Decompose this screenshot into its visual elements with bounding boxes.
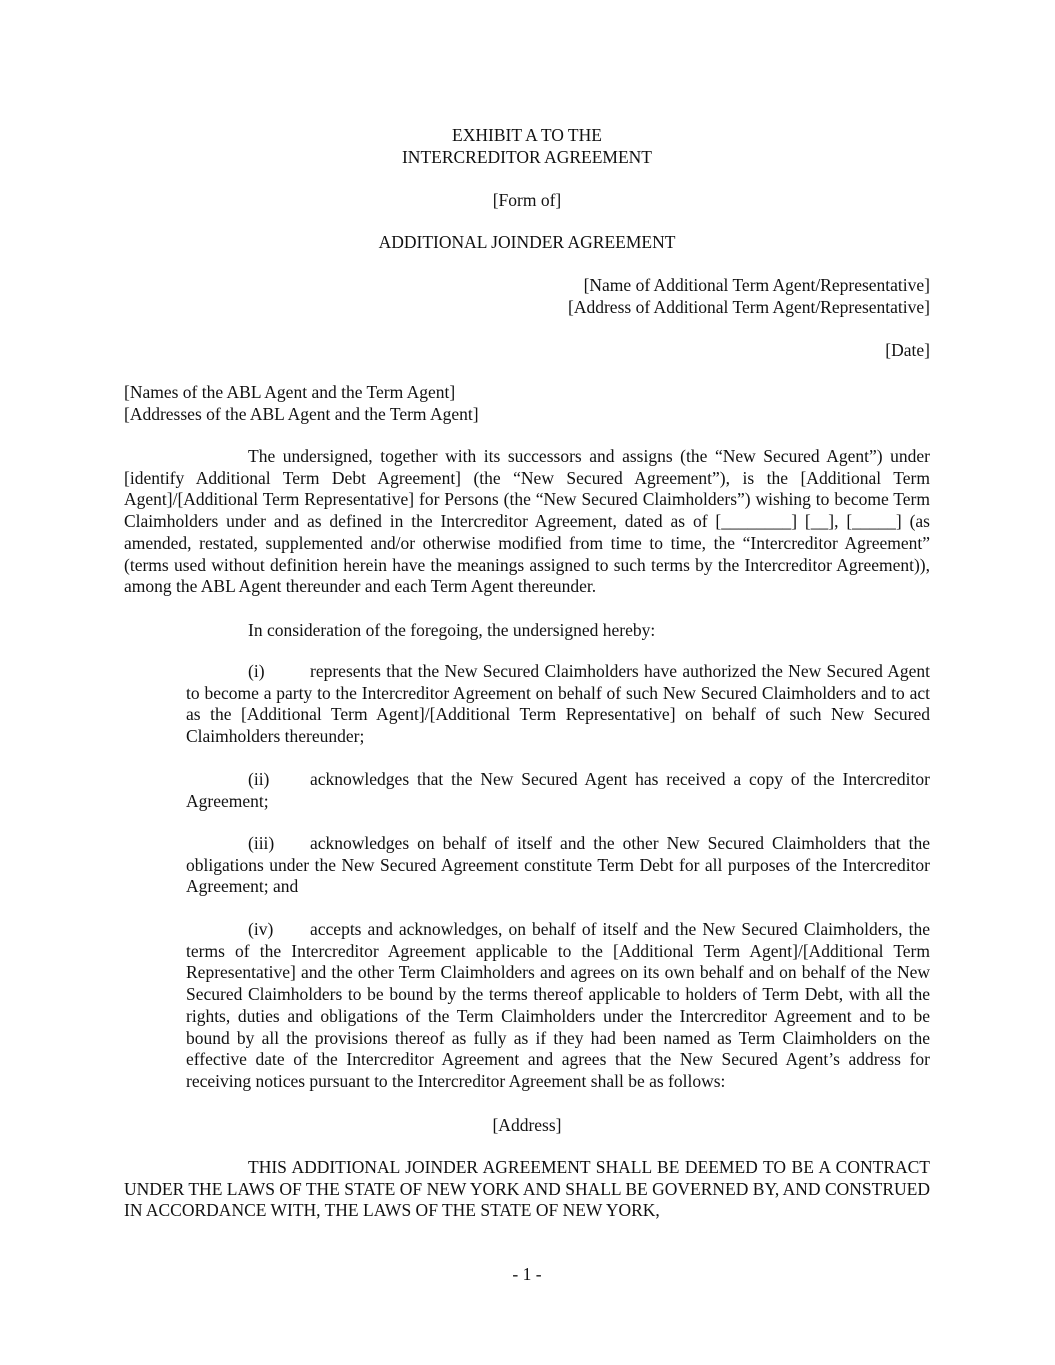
list-item-number: (iii) [248, 833, 275, 853]
page-number: - 1 - [512, 1264, 542, 1284]
list-item-text: accepts and acknowledges, on behalf of itself and the New Secured Claimholders, the terms of the Intercreditor Agreement applicable to the [Additional Term Agent]/[Additional Term Representative] and the other Term Claimholders and agrees on its own behalf and on behalf of the New Secured Claimholders to be bound by the terms thereof applicable to holders of Term Debt, with all the rights, duties and obligations of the Term Claimholders under the Intercreditor Agreement and to be bound by all the provisions thereof as fully as if they had been named as Term Claimholders on the effective date of the Intercreditor Agreement and agrees that the New Secured Agent’s address for receiving notices pursuant to the Intercreditor Agreement shall be as follows: [186, 919, 930, 1091]
list-item-text: acknowledges on behalf of itself and the other New Secured Claimholders that the obligations under the New Secured Agreement constitute Term Debt for all purposes of the Intercreditor Agreement; and [186, 833, 930, 897]
sender-address: [Address of Additional Term Agent/Representative] [568, 297, 930, 317]
governing-law-paragraph: THIS ADDITIONAL JOINDER AGREEMENT SHALL BE DEEMED TO BE A CONTRACT UNDER THE LAWS OF THE STATE OF NEW YORK AND SHALL BE GOVERNED BY, AND CONSTRUED IN ACCORDANCE WITH, THE LAWS OF THE STATE OF NEW YORK, [124, 1157, 930, 1221]
consideration-paragraph: In consideration of the foregoing, the undersigned hereby: [248, 620, 656, 640]
list-item-number: (iv) [248, 919, 274, 939]
list-item [186, 769, 930, 812]
document-title: ADDITIONAL JOINDER AGREEMENT [378, 232, 676, 252]
list-item [186, 919, 930, 1093]
list-item-text: represents that the New Secured Claimholders have authorized the New Secured Agent to become a party to the Intercreditor Agreement on behalf of such New Secured Claimholders and to act as the [Additional Term Agent]/[Additional Term Representative] on behalf of such New Secured Claimholders thereunder; [186, 661, 930, 747]
list-item-number: (ii) [248, 769, 270, 789]
form-of-label: [Form of] [492, 190, 562, 210]
list-item-number: (i) [248, 661, 265, 681]
sender-name: [Name of Additional Term Agent/Representative] [583, 275, 930, 295]
recipient-names: [Names of the ABL Agent and the Term Agent] [124, 382, 456, 402]
exhibit-heading: EXHIBIT A TO THE [452, 125, 602, 145]
list-item [186, 661, 930, 748]
list-item [186, 833, 930, 898]
letter-date: [Date] [885, 340, 930, 360]
address-placeholder: [Address] [492, 1115, 562, 1135]
agreement-heading: INTERCREDITOR AGREEMENT [401, 147, 653, 167]
intro-paragraph: The undersigned, together with its successors and assigns (the “New Secured Agent”) under [identify Additional Term Debt Agreement] (the “New Secured Agreement”), is the [Additional Term Agent]/[Additional Term Representative] for Persons (the “New Secured Claimholders”) wishing to become Term Claimholders under and as defined in the Intercreditor Agreement, dated as of [________] [__], [_____] (as amended, restated, supplemented and/or otherwise modified from time to time, the “Intercreditor Agreement” (terms used without definition herein have the meanings assigned to such terms by the Intercreditor Agreement)), among the ABL Agent thereunder and each Term Agent thereunder. [124, 446, 930, 597]
list-item-text: acknowledges that the New Secured Agent has received a copy of the Intercreditor Agreement; [186, 769, 930, 811]
recipient-addresses: [Addresses of the ABL Agent and the Term Agent] [124, 404, 479, 424]
